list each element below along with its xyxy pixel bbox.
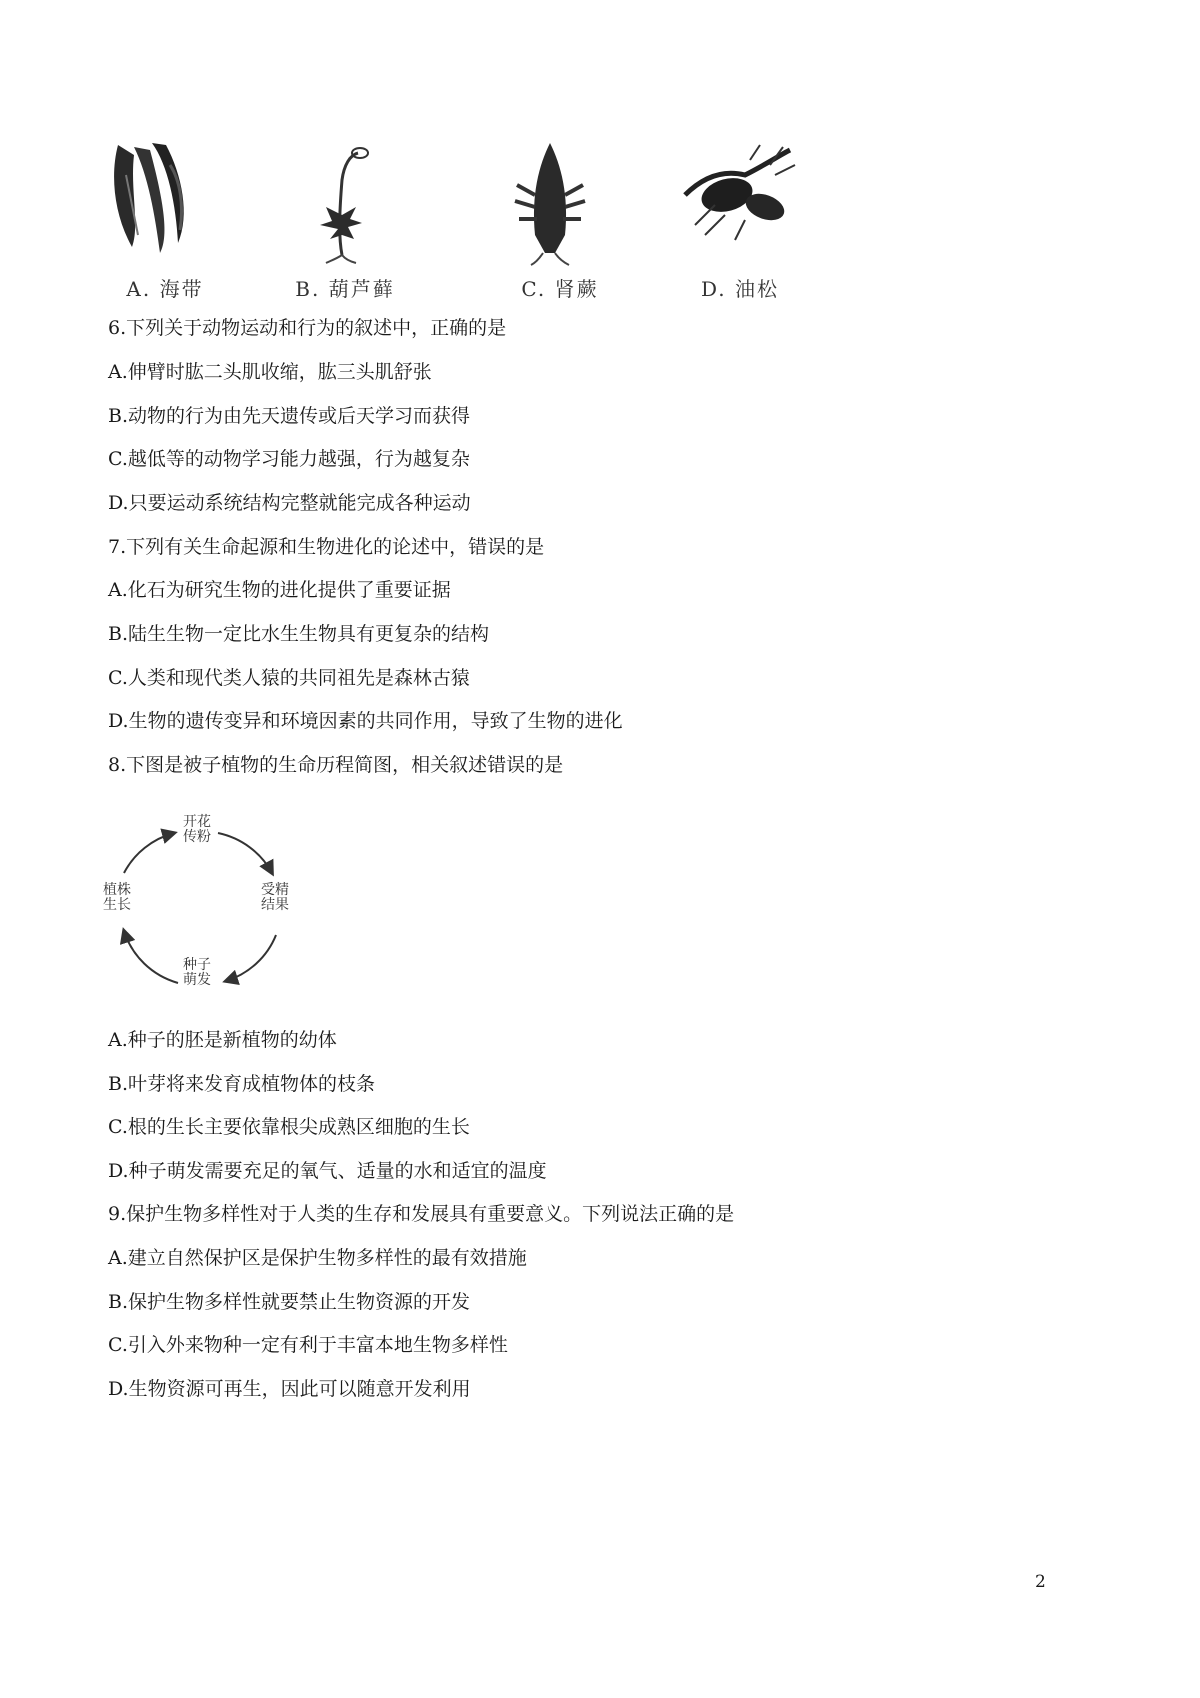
q7-option-d: D.生物的遗传变异和环境因素的共同作用，导致了生物的进化 [108, 710, 623, 732]
pine-figure [675, 135, 835, 305]
pine-image [675, 135, 805, 270]
q8-option-d: D.种子萌发需要充足的氧气、适量的水和适宜的温度 [108, 1160, 547, 1182]
q7-option-a: A.化石为研究生物的进化提供了重要证据 [108, 579, 451, 601]
q6-option-c: C.越低等的动物学习能力越强，行为越复杂 [108, 448, 470, 470]
plant-figure [100, 135, 820, 305]
q7-option-b: B.陆生生物一定比水生生物具有更复杂的结构 [108, 623, 490, 645]
plant-label-c: C. 肾蕨 [521, 277, 599, 301]
life-cycle-diagram [100, 815, 310, 1000]
q9-option-c: C.引入外来物种一定有利于丰富本地生物多样性 [108, 1334, 508, 1356]
q8-option-b: B.叶芽将来发育成植物体的枝条 [108, 1073, 376, 1095]
cycle-label-flowering: 开花传粉 [183, 814, 211, 845]
q6-option-b: B.动物的行为由先天遗传或后天学习而获得 [108, 405, 471, 427]
fern-image [495, 135, 625, 270]
q7-option-c: C.人类和现代类人猿的共同祖先是森林古猿 [108, 667, 470, 689]
plant-label-d: D. 油松 [700, 277, 780, 301]
q8-stem: 8.下图是被子植物的生命历程简图，相关叙述错误的是 [108, 754, 564, 776]
moss-image [280, 135, 410, 270]
q9-stem: 9.保护生物多样性对于人类的生存和发展具有重要意义。下列说法正确的是 [108, 1203, 735, 1225]
moss-figure [280, 135, 440, 305]
q8-option-c: C.根的生长主要依靠根尖成熟区细胞的生长 [108, 1116, 470, 1138]
plant-label-b: B. 葫芦藓 [295, 277, 395, 301]
page-number: 2 [1035, 1572, 1046, 1592]
fern-figure [495, 135, 655, 305]
q9-option-b: B.保护生物多样性就要禁止生物资源的开发 [108, 1291, 471, 1313]
q6-option-d: D.只要运动系统结构完整就能完成各种运动 [108, 492, 471, 514]
kelp-image [100, 135, 230, 270]
cycle-label-germination: 种子萌发 [183, 957, 211, 988]
kelp-figure [100, 135, 260, 305]
q7-stem: 7.下列有关生命起源和生物进化的论述中，错误的是 [108, 536, 545, 558]
q9-option-a: A.建立自然保护区是保护生物多样性的最有效措施 [108, 1247, 527, 1269]
q6-stem: 6.下列关于动物运动和行为的叙述中，正确的是 [108, 317, 507, 339]
q9-option-d: D.生物资源可再生，因此可以随意开发利用 [108, 1378, 471, 1400]
plant-label-a: A. 海带 [126, 277, 204, 301]
cycle-label-growth: 植株生长 [103, 882, 131, 913]
q8-option-a: A.种子的胚是新植物的幼体 [108, 1029, 337, 1051]
q6-option-a: A.伸臂时肱二头肌收缩，肱三头肌舒张 [108, 361, 432, 383]
cycle-label-fertilization: 受精结果 [261, 882, 289, 913]
